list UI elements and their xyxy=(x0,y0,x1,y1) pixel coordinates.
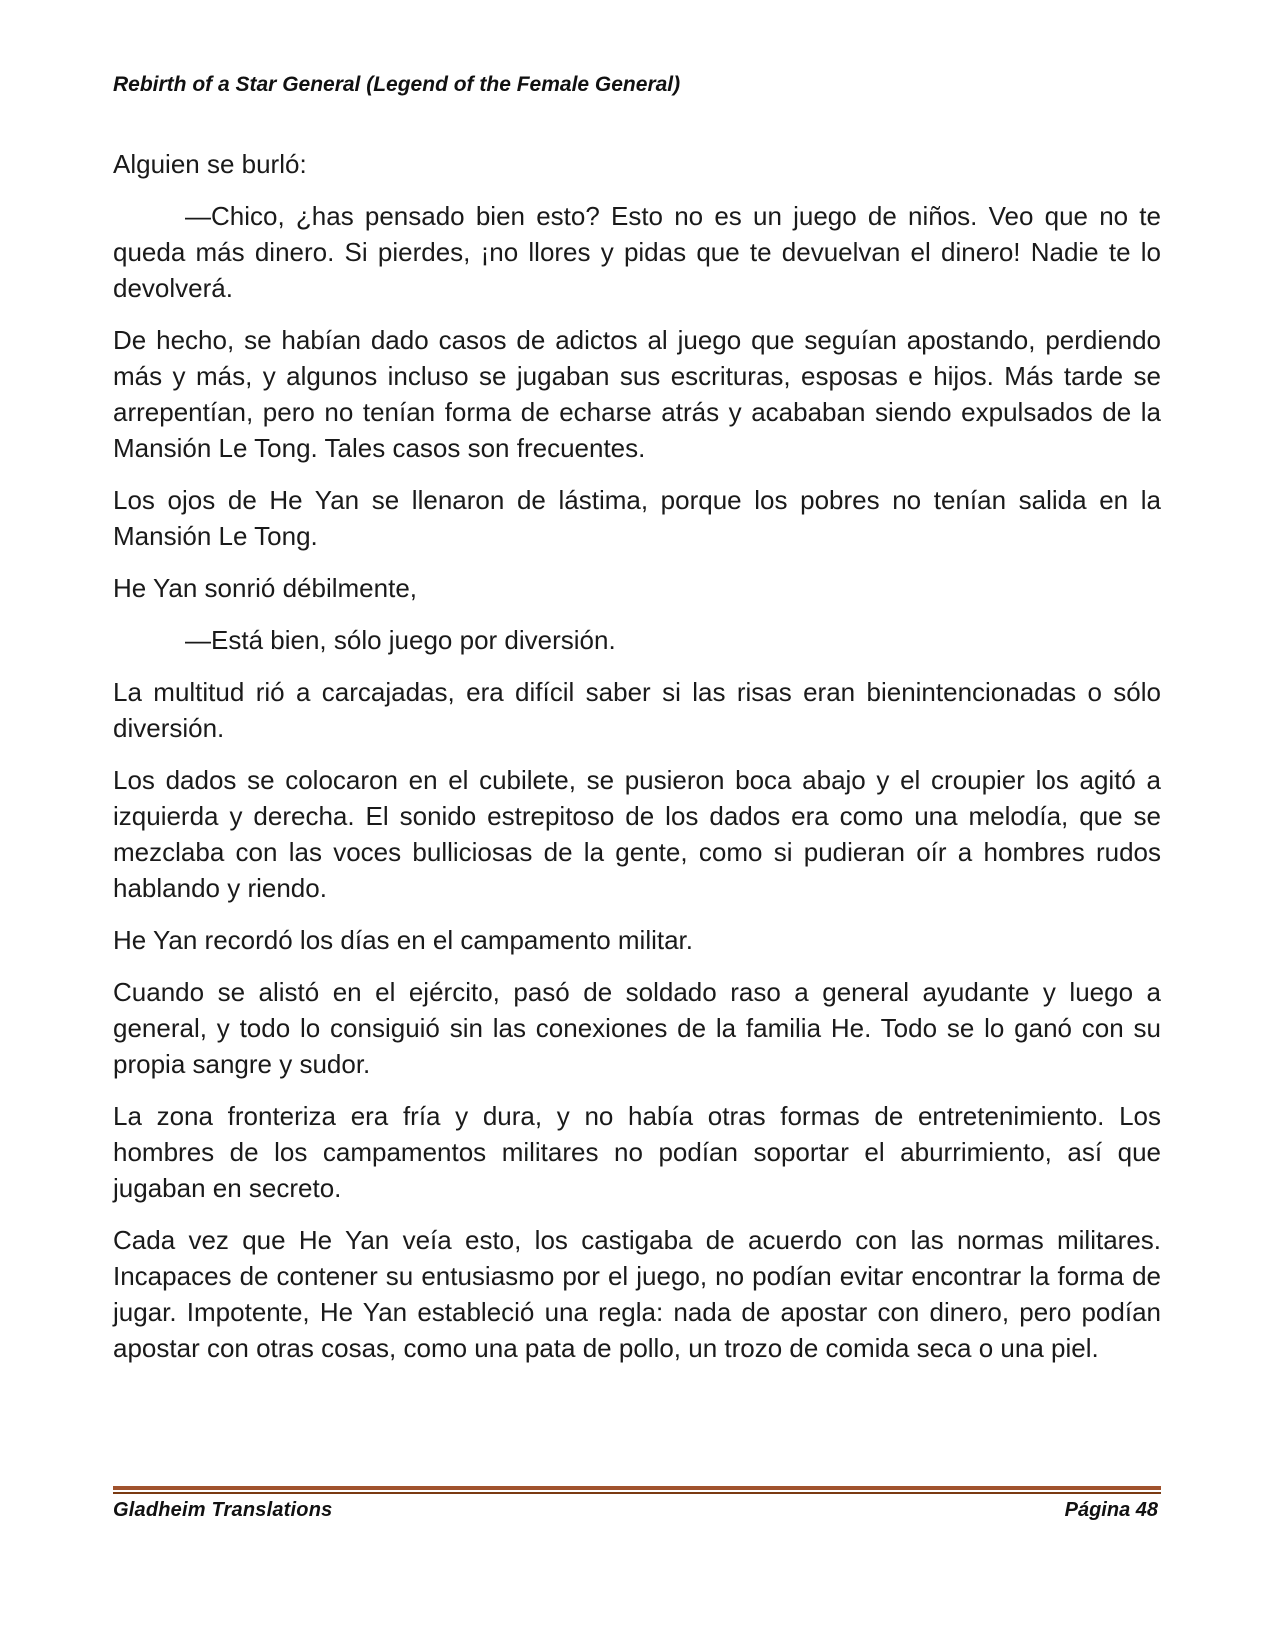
paragraph: La multitud rió a carcajadas, era difícil saber si las risas eran bienintencionadas o sólo diversión. xyxy=(113,677,1161,743)
paragraph: La zona fronteriza era fría y dura, y no había otras formas de entretenimiento. Los hombres de los campamentos militares no podían soportar el aburrimiento, así que jugaban en secreto. xyxy=(113,1101,1161,1203)
paragraph: De hecho, se habían dado casos de adictos al juego que seguían apostando, perdiendo más y más, y algunos incluso se jugaban sus escrituras, esposas e hijos. Más tarde se arrepentían, pero no tenían forma de echarse atrás y acababan siendo expulsados de la Mansión Le Tong. Tales casos son frecuentes. xyxy=(113,325,1161,463)
paragraph: Cada vez que He Yan veía esto, los castigaba de acuerdo con las normas militares. Incapaces de contener su entusiasmo por el juego, no podían evitar encontrar la forma de jugar. Impotente, He Yan estableció una regla: nada de apostar con dinero, pero podían apostar con otras cosas, como una pata de pollo, un trozo de comida seca o una piel. xyxy=(113,1225,1161,1363)
page-number: Página 48 xyxy=(1064,1499,1158,1521)
paragraph: Los dados se colocaron en el cubilete, se pusieron boca abajo y el croupier los agitó a izquierda y derecha. El sonido estrepitoso de los dados era como una melodía, que se mezclaba con las voces bulliciosas de la gente, como si pudieran oír a hombres rudos hablando y riendo. xyxy=(113,765,1161,903)
paragraph: Los ojos de He Yan se llenaron de lástima, porque los pobres no tenían salida en la Mansión Le Tong. xyxy=(113,485,1161,551)
footer-divider-thin xyxy=(113,1492,1161,1494)
footer-divider xyxy=(113,1486,1161,1490)
paragraph-dialogue: —Chico, ¿has pensado bien esto? Esto no es un juego de niños. Veo que no te queda más dinero. Si pierdes, ¡no llores y pidas que te devuelvan el dinero! Nadie te lo devolverá. xyxy=(113,201,1161,303)
paragraph: Cuando se alistó en el ejército, pasó de soldado raso a general ayudante y luego a general, y todo lo consiguió sin las conexiones de la familia He. Todo se lo ganó con su propia sangre y sudor. xyxy=(113,977,1161,1079)
paragraph: He Yan sonrió débilmente, xyxy=(113,573,418,603)
paragraph: He Yan recordó los días en el campamento militar. xyxy=(113,925,693,955)
footer-publisher: Gladheim Translations xyxy=(113,1499,333,1521)
page-header-title: Rebirth of a Star General (Legend of the Female General) xyxy=(113,73,681,96)
body-text xyxy=(113,146,1161,1382)
paragraph: Alguien se burló: xyxy=(113,149,307,179)
paragraph-dialogue: —Está bien, sólo juego por diversión. xyxy=(185,625,616,655)
